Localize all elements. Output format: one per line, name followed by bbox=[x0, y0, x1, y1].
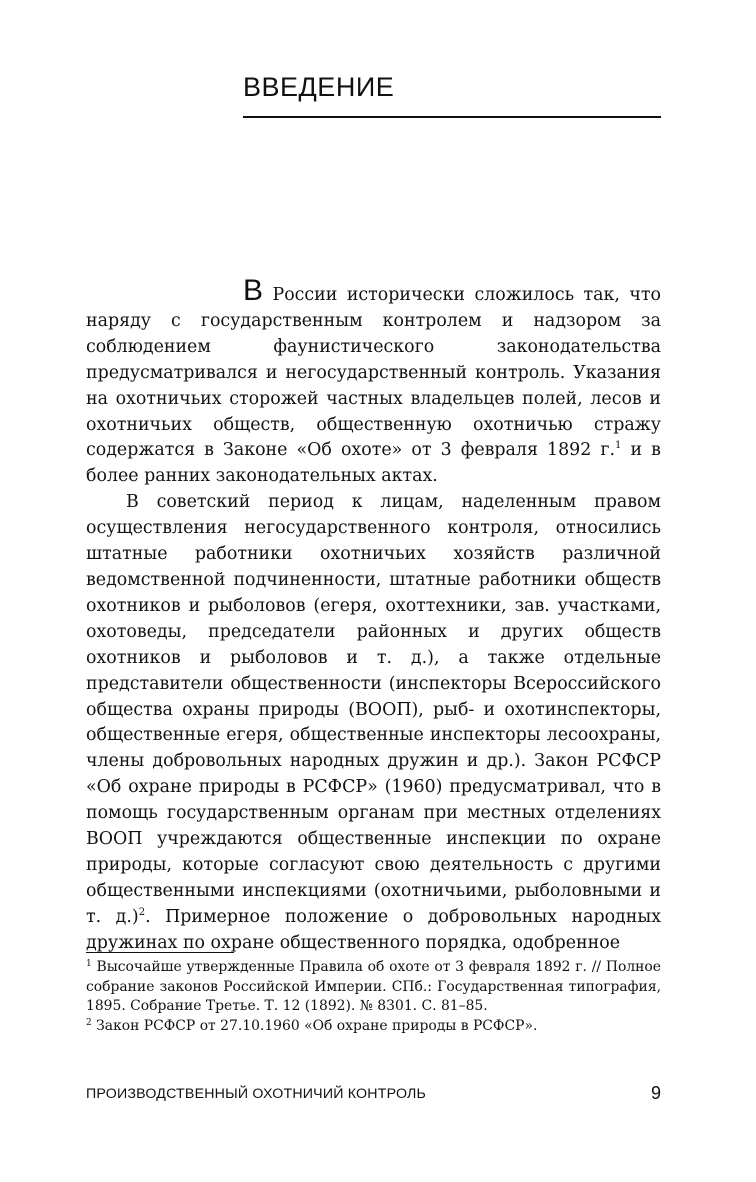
footnote-1-text: Высочайше утвержденные Правила об охоте от 3 февраля 1892 г. // Полное собрание законов Российской Империи. СПб.: Государственная типография, 1895. Собрание Третье. Т. 12 (1892). № 8301. С. 81–85. bbox=[86, 959, 661, 1015]
running-footer: ПРОИЗВОДСТВЕННЫЙ ОХОТНИЧИЙ КОНТРОЛЬ bbox=[86, 1086, 427, 1102]
page-number: 9 bbox=[650, 1083, 661, 1103]
footnote-2-mark: 2 bbox=[86, 1017, 92, 1028]
drop-cap: В bbox=[243, 274, 264, 307]
paragraph-1-text-part-1: России исторически сложилось так, что наряду с государственным контролем и надзором за соблюдением фаунистического законодательства предусматривался и негосударственный контроль. Указания на охотничьих сторожей частных владельцев полей, лесов и охотничьих обществ, общественную охотничью стражу содержатся в Законе «Об охоте» от 3 февраля 1892 г. bbox=[86, 285, 661, 461]
main-text bbox=[86, 274, 662, 957]
paragraph-2-text-part-1: В советский период к лицам, наделенным правом осуществления негосударственного контроля, относились штатные работники охотничьих хозяйств различной ведомственной подчиненности, штатные работники обществ охотников и рыболовов (егеря, охоттехники, зав. участками, охотоведы, председатели районных и других обществ охотников и рыболовов и т. д.), а также отдельные представители общественности (инспекторы Всероссийского общества охраны природы (ВООП), рыб- и охотинспекторы, общественные егеря, общественные инспекторы лесоохраны, члены добровольных народных дружин и др.). Закон РСФСР «Об охране природы в РСФСР» (1960) предусматривал, что в помощь государственным органам при местных отделениях ВООП учреждаются общественные инспекции по охране природы, которые согласуют свою деятельность с другими общественными инспекциями (охотничьими, рыболовными и т. д.) bbox=[86, 492, 661, 927]
paragraph-2-text-part-2: . Примерное положение о добровольных народных дружинах по охране общественного порядка, одобренное bbox=[86, 906, 662, 953]
paragraph-1-text-part-2: и в более ранних законодательных актах. bbox=[86, 440, 661, 487]
footnote-2-text: Закон РСФСР от 27.10.1960 «Об охране природы в РСФСР». bbox=[91, 1017, 538, 1034]
footnote-separator bbox=[86, 952, 234, 953]
footnotes bbox=[86, 958, 661, 1036]
footnote-ref-1[interactable]: 1 bbox=[615, 440, 622, 452]
footnote-1 bbox=[86, 958, 661, 1017]
footnote-2 bbox=[86, 1017, 661, 1037]
chapter-title: ВВЕДЕНИЕ bbox=[243, 72, 395, 102]
chapter-title-underline bbox=[243, 116, 661, 118]
footnote-ref-2[interactable]: 2 bbox=[138, 906, 146, 918]
paragraph-1 bbox=[86, 274, 661, 490]
footnote-1-mark: 1 bbox=[86, 959, 92, 969]
paragraph-2 bbox=[86, 490, 661, 956]
